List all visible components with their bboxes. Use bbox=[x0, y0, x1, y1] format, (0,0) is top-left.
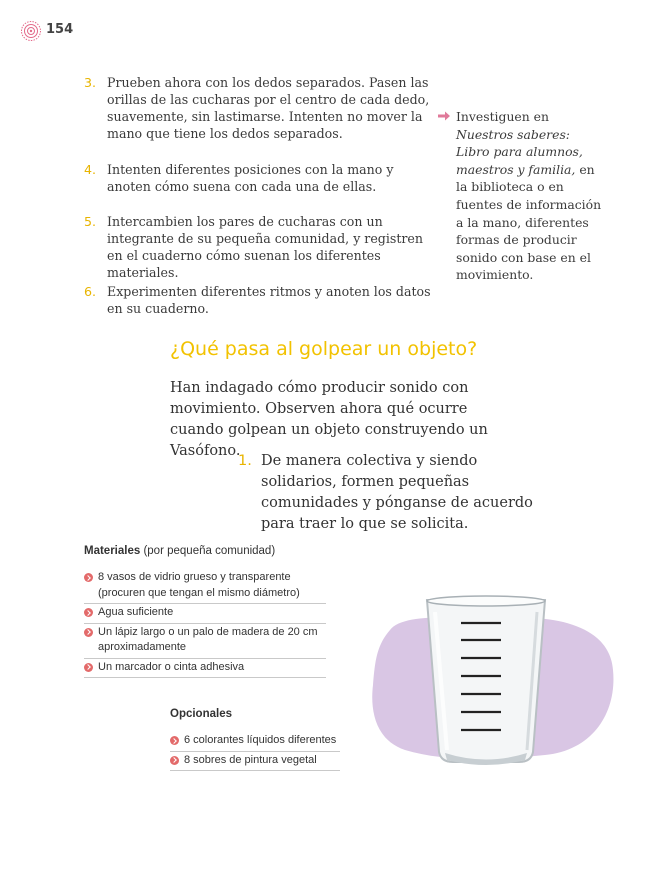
step-1 bbox=[238, 451, 548, 535]
step-4 bbox=[84, 161, 434, 197]
glass-icon bbox=[427, 596, 545, 765]
arrow-right-icon bbox=[437, 110, 451, 122]
side-note-part2: en la biblioteca o en fuentes de información a la mano, diferentes formas de producir sonido con base en el movimiento. bbox=[456, 161, 602, 283]
step-text: Prueben ahora con los dedos separados. Pasen las orillas de las cucharas por el centro de cada dedo, suavemente, sin lastimarse. Intenten no mover la mano que tiene los dedos separados. bbox=[107, 75, 430, 141]
list-item bbox=[84, 570, 326, 604]
step-text: De manera colectiva y siendo solidarios, formen pequeñas comunidades y pónganse de acuerdo para traer lo que se solicita. bbox=[261, 453, 533, 532]
materials-heading-label: Materiales bbox=[84, 545, 141, 557]
list-item-text: Agua suficiente bbox=[98, 606, 174, 618]
list-item bbox=[84, 660, 326, 679]
chevron-bullet-icon bbox=[84, 628, 93, 637]
side-note-part1: Investiguen en bbox=[456, 109, 549, 124]
section-intro: Han indagado cómo producir sonido con movimiento. Observen ahora qué ocurre cuando golpean un objeto construyendo un Vasófono. bbox=[170, 380, 488, 459]
section-title: ¿Qué pasa al golpear un objeto? bbox=[170, 338, 478, 360]
materials-heading-note: (por pequeña comunidad) bbox=[140, 545, 276, 557]
side-note-book-title: Nuestros saberes: Libro para alumnos, maestros y familia, bbox=[456, 126, 583, 177]
step-number: 3. bbox=[84, 75, 97, 90]
step-number: 5. bbox=[84, 214, 97, 229]
list-item bbox=[170, 753, 340, 772]
list-item bbox=[84, 605, 326, 624]
step-text: Intercambien los pares de cucharas con un integrante de su pequeña comunidad, y registren en el cuaderno cómo suenan los diferentes materiales. bbox=[107, 214, 423, 280]
step-5 bbox=[84, 213, 434, 280]
list-item-text: 6 colorantes líquidos diferentes bbox=[184, 734, 337, 746]
chevron-bullet-icon bbox=[84, 663, 93, 672]
chevron-bullet-icon bbox=[170, 756, 179, 765]
list-item-text: 8 sobres de pintura vegetal bbox=[184, 753, 317, 766]
side-note-text bbox=[456, 108, 604, 284]
sun-ornament-icon bbox=[20, 20, 42, 42]
step-number: 6. bbox=[84, 284, 97, 299]
materials-heading bbox=[84, 545, 275, 557]
chevron-bullet-icon bbox=[84, 573, 93, 582]
step-number: 4. bbox=[84, 162, 97, 177]
step-text: Intenten diferentes posiciones con la mano y anoten cómo suena con cada una de ellas. bbox=[107, 162, 394, 194]
step-6 bbox=[84, 283, 434, 319]
page-number: 154 bbox=[46, 22, 74, 37]
optional-heading: Opcionales bbox=[170, 708, 232, 720]
step-3 bbox=[84, 74, 434, 144]
list-item-text: Un marcador o cinta adhesiva bbox=[98, 660, 245, 673]
chevron-bullet-icon bbox=[84, 608, 93, 617]
step-number: 1. bbox=[238, 453, 252, 469]
optional-list bbox=[170, 733, 340, 772]
list-item-text: 8 vasos de vidrio grueso y transparente (procuren que tengan el mismo diámetro) bbox=[98, 571, 300, 599]
list-item bbox=[84, 625, 326, 659]
materials-list bbox=[84, 570, 326, 679]
list-item bbox=[170, 733, 340, 752]
step-text: Experimenten diferentes ritmos y anoten los datos en su cuaderno. bbox=[107, 284, 431, 316]
list-item-text: Un lápiz largo o un palo de madera de 20 cm aproximadamente bbox=[98, 625, 318, 653]
glass-illustration bbox=[365, 590, 625, 770]
chevron-bullet-icon bbox=[170, 736, 179, 745]
